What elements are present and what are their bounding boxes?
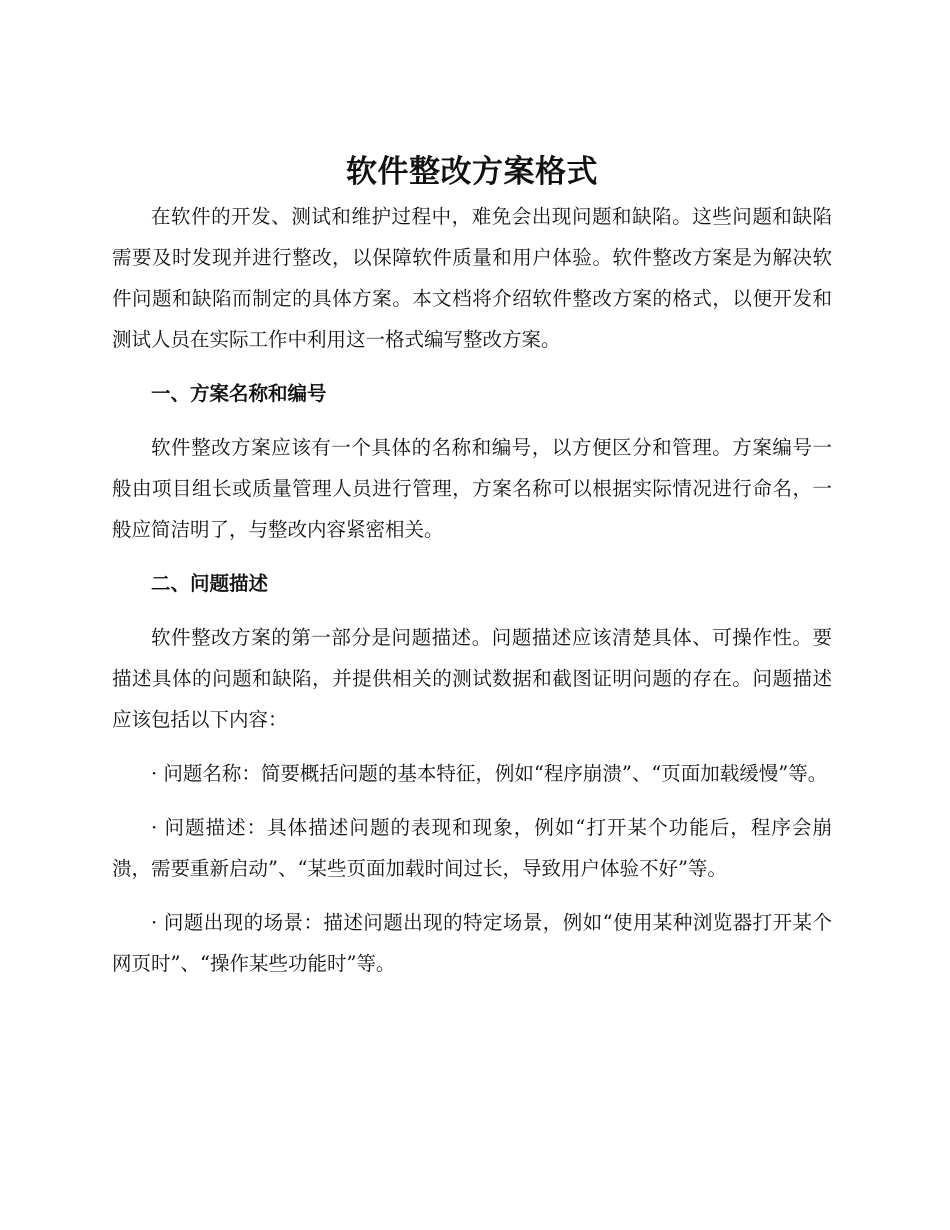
document-page bbox=[112, 150, 832, 984]
intro-paragraph: 在软件的开发、测试和维护过程中，难免会出现问题和缺陷。这些问题和缺陷需要及时发现并进行整改，以保障软件质量和用户体验。软件整改方案是为解决软件问题和缺陷而制定的具体方案。本文档将介绍软件整改方案的格式，以便开发和测试人员在实际工作中利用这一格式编写整改方案。 bbox=[112, 205, 832, 351]
section-body-name-number: 软件整改方案应该有一个具体的名称和编号，以方便区分和管理。方案编号一般由项目组长或质量管理人员进行管理，方案名称可以根据实际情况进行命名，一般应简洁明了，与整改内容紧密相关。 bbox=[112, 436, 832, 541]
list-item-problem-detail: · 问题描述：具体描述问题的表现和现象，例如“打开某个功能后，程序会崩溃，需要重新启动”、“某些页面加载时间过长，导致用户体验不好”等。 bbox=[112, 816, 832, 880]
list-item-problem-name: · 问题名称：简要概括问题的基本特征，例如“程序崩溃”、“页面加载缓慢”等。 bbox=[151, 762, 828, 785]
document-title: 软件整改方案格式 bbox=[346, 154, 598, 190]
section-body-problem-description: 软件整改方案的第一部分是问题描述。问题描述应该清楚具体、可操作性。要描述具体的问题和缺陷，并提供相关的测试数据和截图证明问题的存在。问题描述应该包括以下内容： bbox=[112, 626, 832, 731]
list-item-problem-scenario: · 问题出现的场景：描述问题出现的特定场景，例如“使用某种浏览器打开某个网页时”、“操作某些功能时”等。 bbox=[112, 911, 832, 975]
section-heading-problem-description: 二、问题描述 bbox=[151, 572, 269, 595]
section-heading-name-number: 一、方案名称和编号 bbox=[151, 382, 327, 405]
